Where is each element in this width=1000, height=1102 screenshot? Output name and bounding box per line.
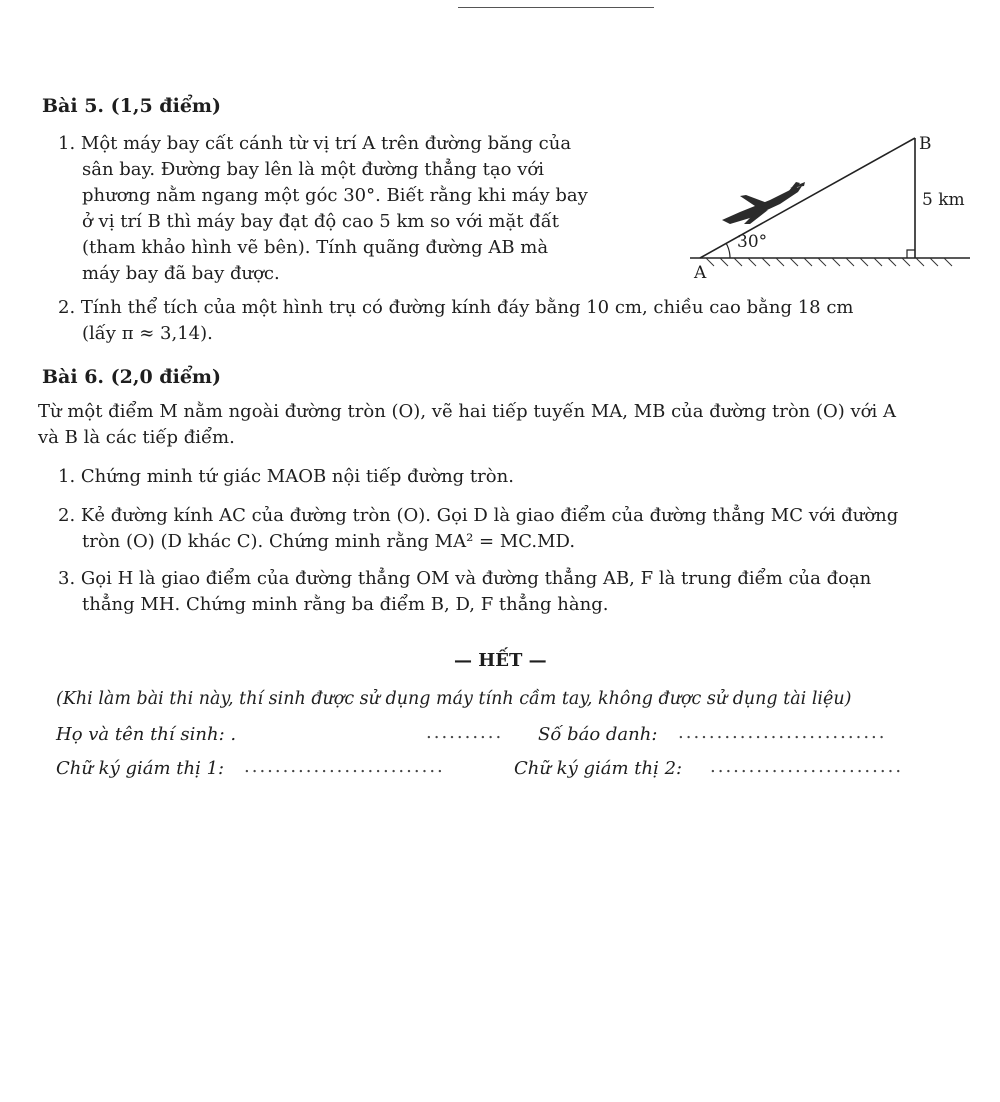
bai5-q1-line-1: 1. Một máy bay cất cánh từ vị trí A trên đường băng của (58, 133, 572, 154)
bai5-q1-line-2: sân bay. Đường bay lên là một đường thẳng tạo với (82, 159, 544, 180)
candidate-number-dots: ........................... (678, 722, 887, 743)
height-label: 5 km (922, 190, 965, 210)
bai6-q2-line-2: tròn (O) (D khác C). Chứng minh rằng MA² = MC.MD. (82, 531, 576, 552)
bai6-intro-line-2: và B là các tiếp điểm. (38, 427, 235, 448)
airplane-icon (722, 182, 805, 224)
angle-arc (726, 243, 730, 258)
airplane-diagram (680, 120, 980, 290)
bai6-heading: Bài 6. (2,0 điểm) (42, 366, 221, 388)
bai6-q2-line-1: 2. Kẻ đường kính AC của đường tròn (O). Gọi D là giao điểm của đường thẳng MC với đường (58, 505, 899, 526)
angle-label: 30° (737, 232, 768, 252)
bai5-q2-line-2: (lấy π ≈ 3,14). (82, 323, 213, 344)
bai5-heading: Bài 5. (1,5 điểm) (42, 95, 221, 117)
right-angle-mark (907, 250, 915, 258)
ground-hatching (706, 258, 952, 266)
bai5-q2-line-1: 2. Tính thể tích của một hình trụ có đường kính đáy bằng 10 cm, chiều cao bằng 18 cm (58, 297, 854, 318)
bai6-question-1: 1. Chứng minh tứ giác MAOB nội tiếp đường tròn. (58, 466, 514, 487)
candidate-name-dots: .......... (426, 722, 504, 743)
bai5-q1-line-6: máy bay đã bay được. (82, 263, 280, 284)
bai6-q3-line-2: thẳng MH. Chứng minh rằng ba điểm B, D, F thẳng hàng. (82, 594, 609, 615)
supervisor-2-label: Chữ ký giám thị 2: (514, 758, 683, 779)
candidate-number-label: Số báo danh: (538, 724, 658, 745)
top-rule (458, 7, 654, 8)
flight-path-ab (700, 138, 915, 258)
label-b: B (919, 134, 932, 154)
label-a: A (694, 263, 707, 283)
exam-note: (Khi làm bài thi này, thí sinh được sử dụng máy tính cầm tay, không được sử dụng tài liệu) (56, 689, 852, 709)
bai5-q1-line-4: ở vị trí B thì máy bay đạt độ cao 5 km so với mặt đất (82, 211, 559, 232)
end-marker: — HẾT — (454, 650, 547, 671)
supervisor-1-dots: .......................... (244, 756, 445, 777)
bai6-q3-line-1: 3. Gọi H là giao điểm của đường thẳng OM và đường thẳng AB, F là trung điểm của đoạn (58, 568, 872, 589)
bai5-q1-line-3: phương nằm ngang một góc 30°. Biết rằng khi máy bay (82, 185, 588, 206)
supervisor-1-label: Chữ ký giám thị 1: (56, 758, 225, 779)
candidate-name-label: Họ và tên thí sinh: . (56, 724, 237, 745)
bai6-intro-line-1: Từ một điểm M nằm ngoài đường tròn (O), vẽ hai tiếp tuyến MA, MB của đường tròn (O) với A (38, 401, 896, 422)
bai5-q1-line-5: (tham khảo hình vẽ bên). Tính quãng đường AB mà (82, 237, 549, 258)
supervisor-2-dots: ......................... (710, 756, 904, 777)
